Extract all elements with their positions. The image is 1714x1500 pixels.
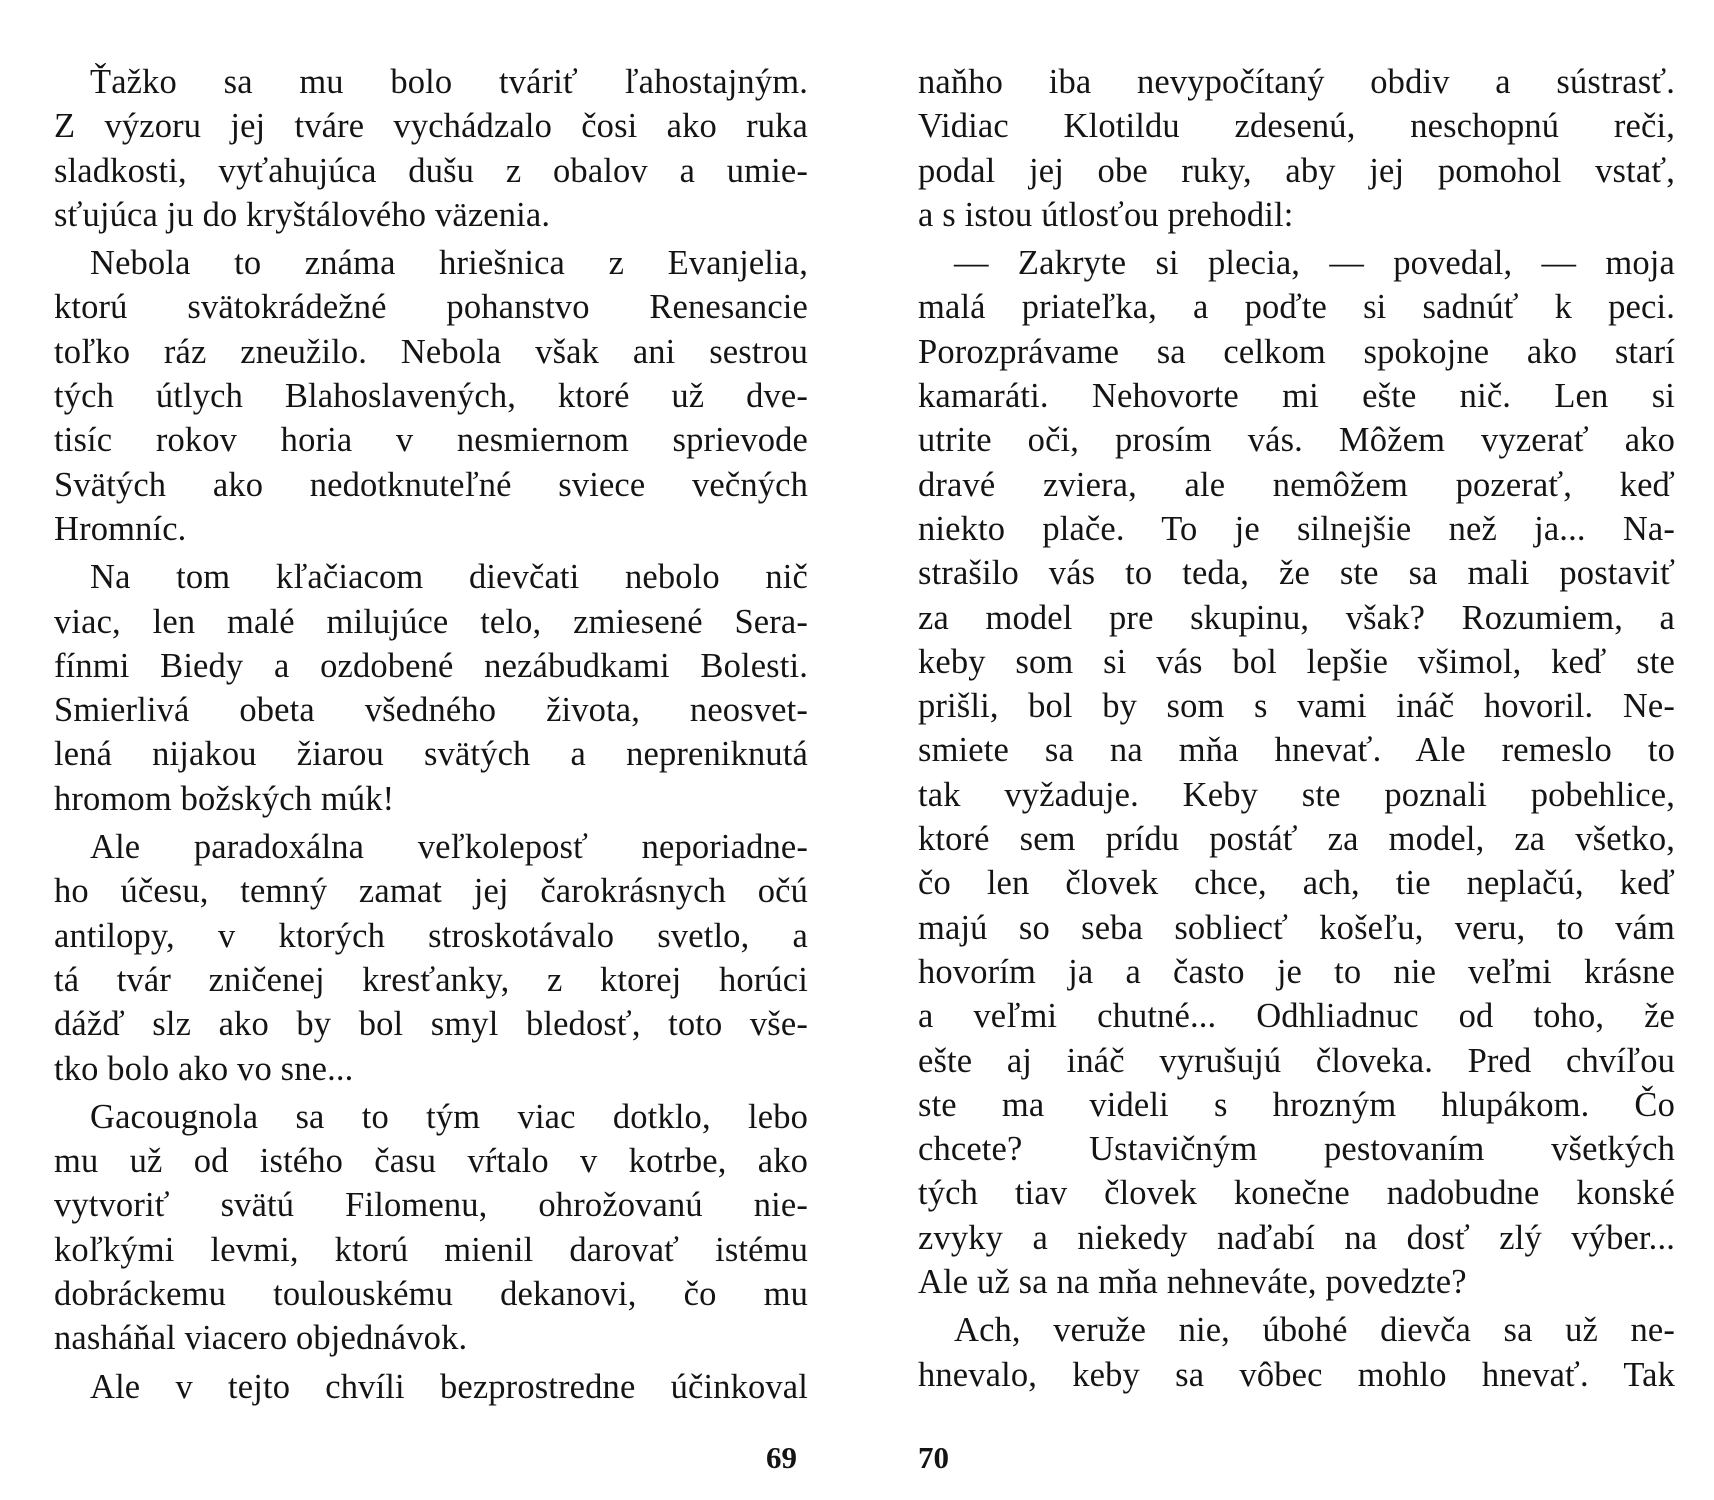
- text-line: mu už od istého času vŕtalo v kotrbe, ako: [54, 1142, 808, 1181]
- text-line: Ťažko sa mu bolo tváriť ľahostajným.: [90, 63, 808, 101]
- text-line: ktoré sem prídu postáť za model, za všetko,: [918, 820, 1675, 859]
- paragraph: [54, 1365, 808, 1409]
- text-line: keby som si vás bol lepšie všimol, keď ste: [918, 642, 1675, 681]
- text-line: čo len človek chce, ach, tie neplačú, keď: [918, 864, 1675, 903]
- text-line: Hromníc.: [54, 509, 187, 548]
- text-line: vytvoriť svätú Filomenu, ohrožovanú nie-: [54, 1186, 808, 1225]
- text-line: Smierlivá obeta všedného života, neosvet-: [54, 691, 808, 730]
- text-line: utrite oči, prosím vás. Môžem vyzerať ako: [918, 421, 1675, 460]
- text-line: — Zakryte si plecia, — povedal, — moja: [954, 244, 1675, 283]
- text-line: tých útlych Blahoslavených, ktoré už dve-: [54, 377, 808, 416]
- text-line: ešte aj ináč vyrušujú človeka. Pred chvíľou: [918, 1041, 1675, 1080]
- text-line: malá priateľka, a poďte si sadnúť k peci.: [918, 288, 1675, 327]
- text-line: dážď slz ako by bol smyl bledosť, toto vše-: [54, 1005, 808, 1044]
- text-line: sladkosti, vyťahujúca dušu z obalov a umie-: [54, 151, 808, 190]
- text-line: lená nijakou žiarou svätých a nepreniknutá: [54, 735, 808, 774]
- text-line: Nebola to známa hriešnica z Evanjelia,: [90, 244, 808, 283]
- text-line: prišli, bol by som s vami ináč hovoril. Ne-: [918, 687, 1675, 726]
- text-line: sťujúca ju do kryštálového väzenia.: [54, 195, 551, 234]
- right-page: [857, 0, 1714, 1500]
- text-line: Ale paradoxálna veľkoleposť neporiadne-: [90, 828, 808, 867]
- text-line: tisíc rokov horia v nesmiernom sprievode: [54, 421, 808, 460]
- text-line: fínmi Biedy a ozdobené nezábudkami Bolesti.: [54, 646, 808, 685]
- text-line: dobráckemu toulouskému dekanovi, čo mu: [54, 1275, 808, 1314]
- paragraph: [918, 60, 1675, 237]
- text-line: smiete sa na mňa hnevať. Ale remeslo to: [918, 731, 1675, 770]
- paragraph: [54, 60, 808, 237]
- paragraph: [918, 1308, 1675, 1397]
- text-line: dravé zviera, ale nemôžem pozerať, keď: [918, 465, 1675, 504]
- text-line: hovorím ja a často je to nie veľmi krásne: [918, 952, 1675, 991]
- text-line: toľko ráz zneužilo. Nebola však ani sestrou: [54, 332, 808, 371]
- text-line: majú so seba sobliecť košeľu, veru, to vám: [918, 908, 1675, 947]
- text-line: zvyky a niekedy naďabí na dosť zlý výber...: [918, 1218, 1675, 1257]
- text-line: tko bolo ako vo sne...: [54, 1049, 354, 1088]
- text-line: a s istou útlosťou prehodil:: [918, 195, 1294, 234]
- text-line: strašilo vás to teda, že ste sa mali postaviť: [918, 554, 1675, 593]
- text-line: antilopy, v ktorých stroskotávalo svetlo, a: [54, 916, 808, 955]
- text-line: viac, len malé milujúce telo, zmiesené Sera-: [54, 602, 808, 641]
- paragraph: [918, 241, 1675, 1304]
- text-line: kamaráti. Nehovorte mi ešte nič. Len si: [918, 377, 1675, 416]
- paragraph: [54, 555, 808, 821]
- text-line: niekto plače. To je silnejšie než ja... Na-: [918, 509, 1675, 548]
- text-line: Na tom kľačiacom dievčati nebolo nič: [90, 558, 808, 597]
- text-line: hromom božských múk!: [54, 779, 395, 818]
- paragraph: [54, 241, 808, 551]
- page-number: 70: [918, 1440, 949, 1475]
- text-line: podal jej obe ruky, aby jej pomohol vstať,: [918, 151, 1675, 190]
- paragraph: [54, 1095, 808, 1361]
- right-page-text: [918, 60, 1675, 1397]
- text-line: chcete? Ustavičným pestovaním všetkých: [918, 1130, 1675, 1169]
- text-line: tak vyžaduje. Keby ste poznali pobehlice,: [918, 775, 1675, 814]
- left-page-text: [54, 60, 808, 1409]
- text-line: ste ma videli s hrozným hlupákom. Čo: [918, 1085, 1675, 1124]
- text-line: ktorú svätokrádežné pohanstvo Renesancie: [54, 288, 808, 327]
- text-line: Svätých ako nedotknuteľné sviece večných: [54, 465, 808, 504]
- text-line: Z výzoru jej tváre vychádzalo čosi ako ruka: [54, 107, 808, 146]
- text-line: Ale už sa na mňa nehneváte, povedzte?: [918, 1263, 1467, 1302]
- text-line: Vidiac Klotildu zdesenú, neschopnú reči,: [918, 107, 1675, 146]
- text-line: tá tvár zničenej kresťanky, z ktorej horúci: [54, 960, 808, 999]
- text-line: Ach, veruže nie, úbohé dievča sa už ne-: [954, 1311, 1675, 1350]
- text-line: Ale v tejto chvíli bezprostredne účinkoval: [90, 1367, 808, 1406]
- text-line: naňho iba nevypočítaný obdiv a sústrasť.: [918, 63, 1675, 101]
- text-line: za model pre skupinu, však? Rozumiem, a: [918, 598, 1675, 637]
- text-line: hnevalo, keby sa vôbec mohlo hnevať. Tak: [918, 1355, 1675, 1394]
- paragraph: [54, 825, 808, 1091]
- text-line: ho účesu, temný zamat jej čarokrásnych očú: [54, 872, 808, 911]
- text-line: koľkými levmi, ktorú mienil darovať istému: [54, 1230, 808, 1269]
- page-number: 69: [766, 1440, 797, 1475]
- text-line: Gacougnola sa to tým viac dotklo, lebo: [90, 1097, 808, 1136]
- text-line: tých tiav človek konečne nadobudne konské: [918, 1174, 1675, 1213]
- text-line: a veľmi chutné... Odhliadnuc od toho, že: [918, 997, 1675, 1036]
- text-line: Porozprávame sa celkom spokojne ako starí: [918, 332, 1675, 371]
- text-line: nasháňal viacero objednávok.: [54, 1319, 468, 1358]
